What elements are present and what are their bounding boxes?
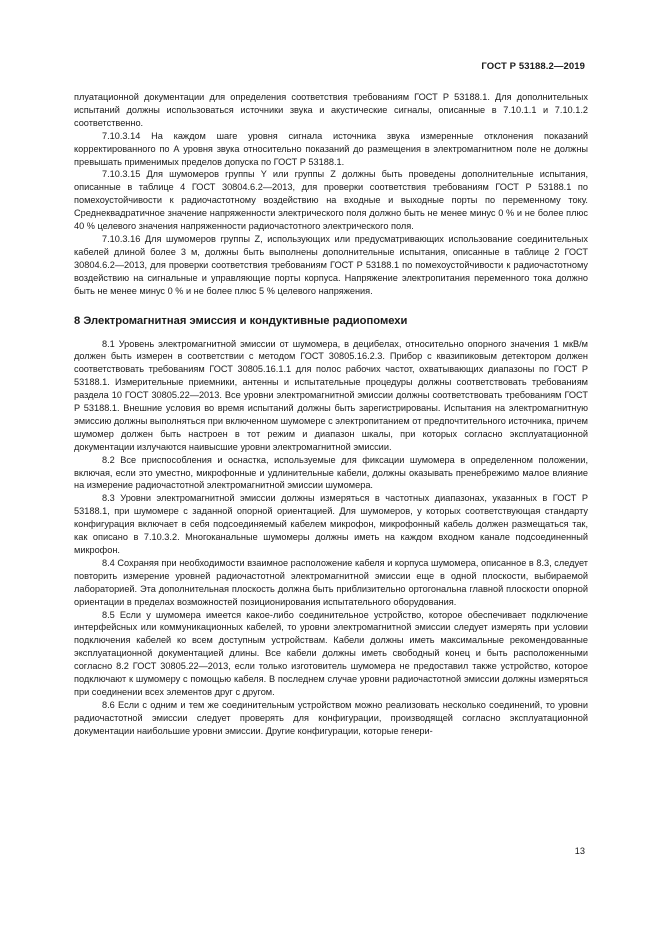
paragraph-8-1: 8.1 Уровень электромагнитной эмиссии от шумомера, в децибелах, относительно опорного значения 1 мкВ/м должен быть измерен в соответствии с методом ГОСТ 30805.16.2.3. Прибор с квазипиковым детектором должен соответствовать требованиям ГОСТ 30805.16.1.1 для полос рабочих частот, охватывающих диапазоны по ГОСТ Р 53188.1. Измерительные приемники, антенны и испытательные процедуры должны соответствовать требованиям раздела 10 ГОСТ 30805.22—2013. Все уровни электромагнитной эмиссии должны соответствовать требованиям ГОСТ Р 53188.1. Внешние условия во время испытаний должны быть зарегистрированы. Испытания на электромагнитную эмиссию должны выполняться при включенном шумомере с электропитанием от предпочтительного источника, причем шумомер должен быть настроен в тот режим и диапазон шкалы, при которых согласно эксплуатационной документации излучаются наивысшие уровни электромагнитной эмиссии. bbox=[74, 338, 588, 452]
document-body bbox=[74, 91, 588, 738]
paragraph-8-2: 8.2 Все приспособления и оснастка, используемые для фиксации шумомера в определенном положении, включая, если это уместно, микрофонные и удлинительные кабели, должны оказывать пренебрежимо малое влияние на измерение радиочастотной электромагнитной эмиссии шумомера. bbox=[74, 454, 588, 491]
document-number: ГОСТ Р 53188.2—2019 bbox=[481, 61, 585, 72]
page-number: 13 bbox=[574, 846, 585, 856]
section-heading bbox=[74, 314, 588, 328]
paragraph-8-3: 8.3 Уровни электромагнитной эмиссии должны измеряться в частотных диапазонах, указанных в ГОСТ Р 53188.1, при шумомере с заданной опорной ориентацией. Для шумомеров, у которых соответствующая стандарту конфигурация включает в себя подсоединяемый кабелем микрофон, микрофонный кабель должен размещаться так, как описано в 7.10.3.2. Многоканальные шумомеры должны иметь на каждом входном канале подсоединенный микрофон. bbox=[74, 493, 588, 555]
paragraph-8-5: 8.5 Если у шумомера имеется какое-либо соединительное устройство, которое обеспечивает подключение интерфейсных или коммуникационных кабелей, то уровни электромагнитной эмиссии следует измерять при условии подключения кабелей ко всем доступным устройствам. Кабели должны иметь максимальные рекомендованные эксплуатационной документацией длины. Все кабели должны иметь свободный конец и быть расположенными согласно 8.2 ГОСТ 30805.22—2013, если только изготовитель шумомера не предоставил также устройство, которое подключают к шумомеру с помощью кабеля. В последнем случае уровни радиочастотной эмиссии должны измеряться при соединении всех элементов друг с другом. bbox=[74, 609, 588, 697]
paragraph-7-10-3-14: 7.10.3.14 На каждом шаге уровня сигнала источника звука измеренные отклонения показаний корректированного по А уровня звука относительно показаний до размещения в электромагнитном поле не должны превышать применимых пределов допуска по ГОСТ Р 53188.1. bbox=[74, 130, 588, 167]
section-title: 8 Электромагнитная эмиссия и кондуктивные радиопомехи bbox=[74, 314, 408, 327]
paragraph-8-6: 8.6 Если с одним и тем же соединительным устройством можно реализовать несколько соединений, то уровни радиочастотной эмиссии следует проверять для конфигурации, производящей согласно эксплуатационной документации наибольшие уровни эмиссии. Другие конфигурации, которые генери- bbox=[74, 699, 588, 736]
paragraph-7-10-3-15: 7.10.3.15 Для шумомеров группы Y или группы Z должны быть проведены дополнительные испытания, описанные в таблице 4 ГОСТ 30804.6.2—2013, для проверки соответствия требованиям ГОСТ Р 53188.1 по помехоустойчивости к радиочастотному воздействию на входные и выходные порты по переменному току. Среднеквадратичное значение напряженности электрического поля должно быть не менее минус 0 % и не более плюс 40 % целевого значения напряженности радиочастотного электрического поля. bbox=[74, 169, 588, 232]
paragraph: плуатационной документации для определения соответствия требованиям ГОСТ Р 53188.1. Для дополнительных испытаний должны использоваться источники звука и акустические сигналы, описанные в 7.10.1.1 и 7.10.1.2 соответственно. bbox=[74, 92, 588, 128]
paragraph-7-10-3-16: 7.10.3.16 Для шумомеров группы Z, использующих или предусматривающих использование соединительных кабелей длиной более 3 м, должны быть выполнены дополнительные испытания, описанные в таблице 2 ГОСТ 30804.6.2—2013, для проверки соответствия требованиям ГОСТ Р 53188.1 по помехоустойчивости к радиочастотному воздействию на сигнальные и управляющие порты корпуса. Напряжение электропитания переменного тока должно быть не менее минус 0 % и не более плюс 5 % целевого напряжения. bbox=[74, 233, 588, 296]
paragraph-8-4: 8.4 Сохраняя при необходимости взаимное расположение кабеля и корпуса шумомера, описанное в 8.3, следует повторить измерение уровней радиочастотной электромагнитной эмиссии еще в одной плоскости, выбираемой лабораторией. Эта дополнительная плоскость должна быть приблизительно ортогональна главной плоскости опорной ориентации в пределах возможностей позиционирования испытательного оборудования. bbox=[74, 557, 588, 607]
